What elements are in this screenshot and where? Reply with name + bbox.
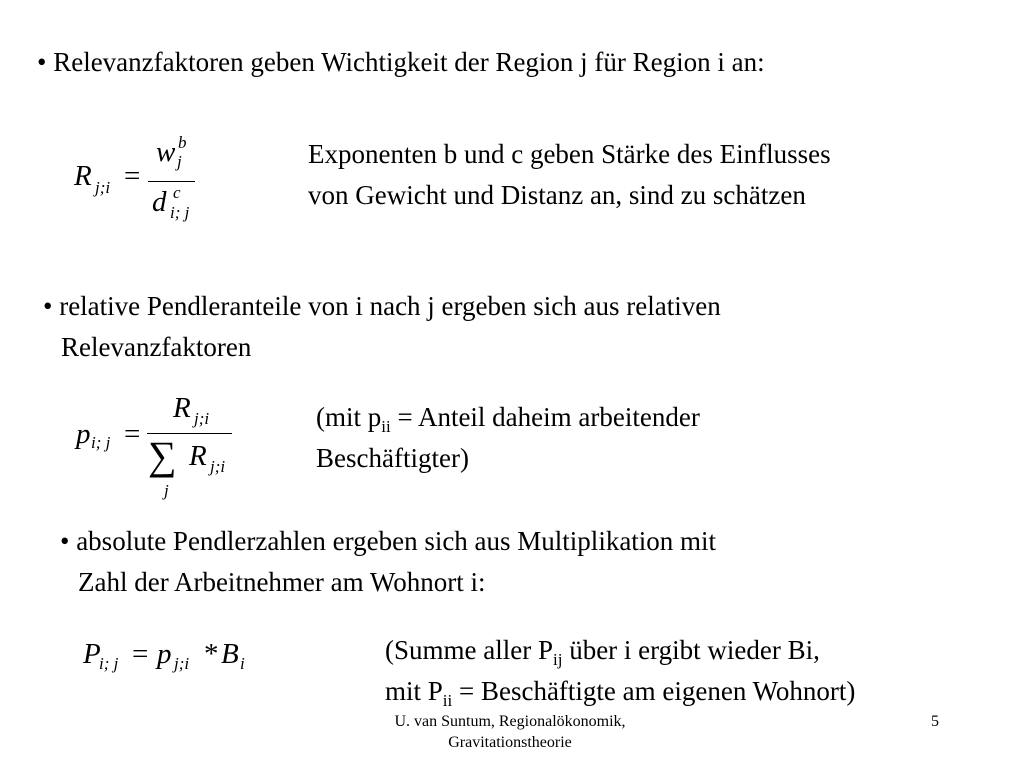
formula-lhs-subscript: i; j — [91, 433, 111, 452]
bullet-glyph: • — [37, 47, 47, 77]
formula-denominator: R — [189, 440, 207, 472]
bullet-point-1 — [37, 42, 765, 83]
commuter-share-formula — [60, 388, 260, 503]
formula-equals: = — [124, 160, 141, 192]
formula-numerator: R — [173, 392, 191, 424]
formula-b-subscript: i — [240, 654, 245, 673]
note-suffix: = Anteil daheim arbeitender — [390, 402, 700, 432]
explanation-exponents — [308, 134, 831, 216]
formula-numerator: w — [156, 136, 176, 168]
formula-lhs: p — [76, 418, 91, 450]
bullet-text-line-1: relative Pendleranteile von i nach j ergeben sich aus relativen — [59, 291, 721, 321]
formula-numerator-subscript: j — [177, 152, 182, 171]
note-prefix: (Summe aller P — [385, 635, 553, 665]
formula-equals: = — [132, 638, 149, 670]
bullet-text-line-2: Zahl der Arbeitnehmer am Wohnort i: — [78, 567, 486, 597]
bullet-text-line-2: Relevanzfaktoren — [61, 332, 252, 362]
formula-multiply: * — [204, 638, 219, 670]
formula-denominator-superscript: c — [173, 183, 181, 202]
note-line-2: Beschäftigter) — [316, 443, 469, 473]
formula-p: p — [157, 638, 172, 670]
formula-numerator-subscript: j;i — [194, 409, 210, 428]
explanation-line-2: von Gewicht und Distanz an, sind zu schätzen — [308, 180, 806, 210]
formula-denominator-subscript: j;i — [210, 457, 226, 476]
bullet-point-2 — [43, 286, 721, 368]
formula-denominator-subscript: i; j — [170, 203, 190, 222]
summation-index: j — [164, 481, 169, 500]
fraction-bar — [148, 181, 195, 182]
note-prefix: (mit p — [316, 402, 382, 432]
formula-lhs-subscript: i; j — [99, 654, 119, 673]
footer-line-2: Gravitationstheorie — [448, 734, 572, 751]
bullet-glyph: • — [60, 526, 70, 556]
explanation-share-note — [316, 397, 700, 479]
note-suffix: = Beschäftigte am eigenen Wohnort) — [452, 676, 856, 706]
bullet-glyph: • — [43, 291, 53, 321]
absolute-commuter-formula — [75, 634, 275, 684]
formula-equals: = — [124, 418, 141, 450]
bullet-text-line-1: absolute Pendlerzahlen ergeben sich aus Multiplikation mit — [76, 526, 717, 556]
formula-denominator: d — [152, 186, 167, 218]
footer-line-1: U. van Suntum, Regionalökonomik, — [394, 713, 626, 730]
bullet-text: Relevanzfaktoren geben Wichtigkeit der Region j für Region i an: — [53, 47, 765, 77]
note-subscript: ii — [442, 691, 453, 710]
note-subscript: ij — [552, 650, 563, 669]
note-prefix: mit P — [385, 676, 443, 706]
formula-lhs: P — [83, 638, 101, 670]
footer-citation — [340, 711, 680, 753]
formula-p-subscript: j;i — [174, 654, 190, 673]
bullet-point-3 — [60, 521, 716, 603]
explanation-sum-note — [385, 630, 855, 712]
formula-lhs: R — [74, 160, 92, 192]
formula-b: B — [221, 638, 239, 670]
note-subscript: ii — [381, 417, 391, 436]
page-number: 5 — [931, 713, 939, 730]
note-suffix: über i ergibt wieder Bi, — [562, 635, 820, 665]
relevance-factor-formula — [60, 128, 210, 228]
summation-symbol: ∑ — [148, 433, 177, 478]
explanation-line-1: Exponenten b und c geben Stärke des Einflusses — [308, 139, 831, 169]
formula-numerator-superscript: b — [178, 133, 187, 152]
formula-lhs-subscript: j;i — [95, 178, 111, 197]
